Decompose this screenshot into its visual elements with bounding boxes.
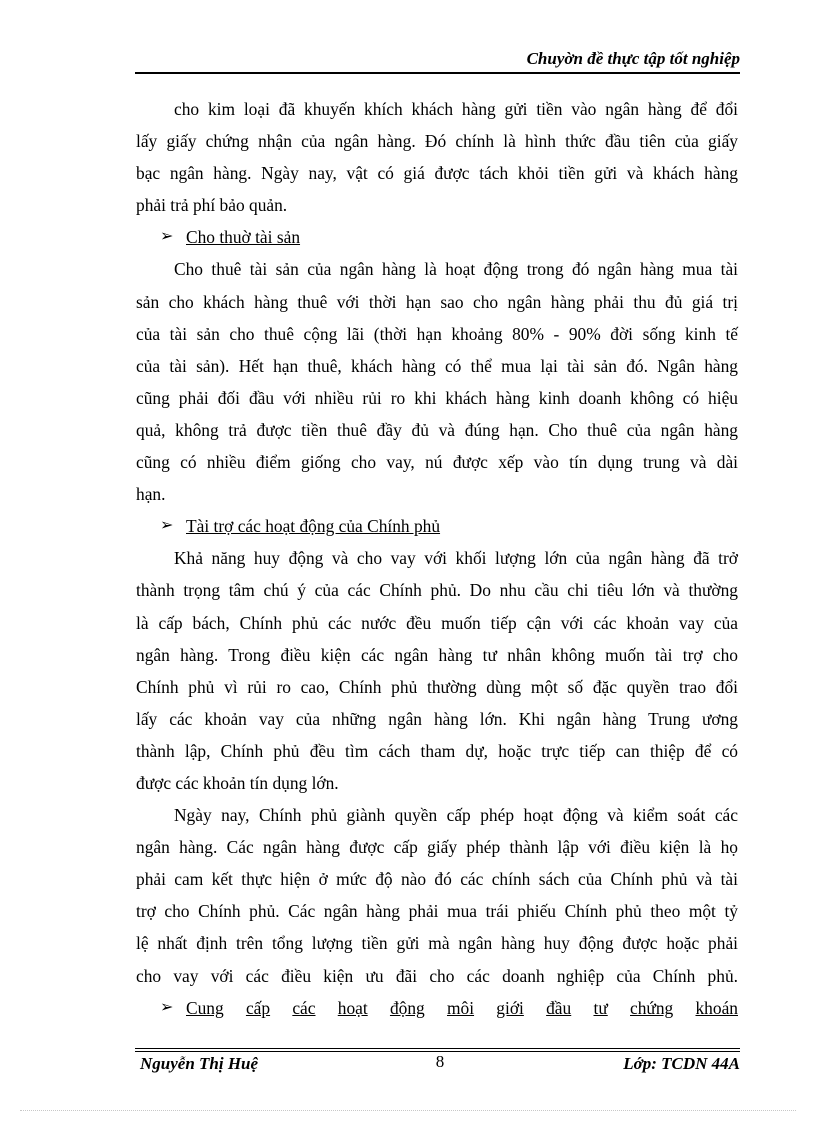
text-line: lệ nhất định trên tổng lượng tiền gửi mà ngân hàng huy động được hoặc phải [136, 933, 738, 954]
footer-class: Lớp: TCDN 44A [623, 1054, 740, 1073]
text-line: được các khoản tín dụng lớn. [136, 772, 339, 793]
heading-word: chứng [630, 997, 674, 1018]
text-line: phải cam kết thực hiện ở mức độ nào đó các chính sách của Chính phủ và tài [136, 869, 738, 890]
page-number: 8 [435, 1052, 445, 1071]
page-edge-divider [20, 1110, 796, 1111]
heading-word: môi [446, 997, 475, 1018]
heading-word: các [292, 997, 316, 1018]
heading-word: hoạt [337, 997, 368, 1018]
text-line: trợ cho Chính phủ. Các ngân hàng phải mua trái phiếu Chính phủ theo một tỷ [136, 901, 738, 922]
text-line: phải trả phí bảo quản. [136, 195, 288, 216]
text-line: lấy các khoản vay của những ngân hàng lớn. Khi ngân hàng Trung ương [136, 708, 738, 729]
section-heading-text: Cho thuờ tài sản [186, 227, 301, 248]
paragraph-1 [136, 93, 738, 221]
text-line: ngân hàng. Các ngân hàng được cấp giấy phép thành lập với điều kiện là họ [136, 837, 738, 858]
text-line: Khả năng huy động và cho vay với khối lượng lớn của ngân hàng đã trở [174, 548, 738, 569]
paragraph-3 [136, 542, 738, 799]
text-line: Chính phủ vì rủi ro cao, Chính phủ thường dùng một số đặc quyền trao đổi [136, 676, 738, 697]
text-line: ngân hàng. Trong điều kiện các ngân hàng tư nhân không muốn tài trợ cho [136, 644, 738, 665]
arrow-bullet-icon: ➢ [160, 998, 174, 1016]
heading-word: động [389, 997, 425, 1018]
text-line: thành trọng tâm chú ý của các Chính phủ. Do nhu cầu chi tiêu lớn và thường [136, 580, 738, 601]
arrow-bullet-icon: ➢ [160, 228, 174, 246]
footer-rule [135, 1048, 740, 1049]
text-line: sản cho khách hàng thuê với thời hạn sao cho ngân hàng phải thu đủ giá trị [136, 291, 738, 312]
text-line: cũng phải đối đầu với nhiều rủi ro khi khách hàng kinh doanh không có hiệu [136, 387, 738, 408]
section-heading-brokerage [136, 992, 738, 1024]
section-heading-government-financing [136, 510, 738, 542]
text-line: Ngày nay, Chính phủ giành quyền cấp phép hoạt động và kiểm soát các [174, 805, 738, 826]
text-line: là cấp bách, Chính phủ các nước đều muốn tiếp cận với các khoản vay của [136, 612, 738, 633]
text-line: bạc ngân hàng. Ngày nay, vật có giá được tách khỏi tiền gửi và khách hàng [136, 163, 738, 184]
arrow-bullet-icon: ➢ [160, 517, 174, 535]
heading-word: giới [496, 997, 524, 1018]
text-line: cũng có nhiều điểm giống cho vay, nú được xếp vào tín dụng trung và dài [136, 452, 738, 473]
section-heading-text: Tài trợ các hoạt động của Chính phủ [186, 516, 441, 537]
heading-word: Cung [186, 997, 224, 1018]
heading-word: khoán [695, 997, 738, 1018]
text-line: hạn. [136, 484, 166, 505]
heading-word: tư [593, 997, 608, 1018]
paragraph-2 [136, 253, 738, 510]
document-body [136, 93, 738, 1024]
text-line: thành lập, Chính phủ đều tìm cách tham dự, hoặc trực tiếp can thiệp để có [136, 740, 738, 761]
paragraph-4 [136, 799, 738, 992]
heading-word: cấp [245, 997, 271, 1018]
footer-author: Nguyễn Thị Huệ [140, 1054, 259, 1073]
section-heading-leasing [136, 221, 738, 253]
page-header-title: Chuyờn đề thực tập tốt nghiệp [526, 49, 740, 68]
text-line: Cho thuê tài sản của ngân hàng là hoạt động trong đó ngân hàng mua tài [174, 259, 738, 280]
text-line: quả, không trả được tiền thuê đầy đủ và đúng hạn. Cho thuê của ngân hàng [136, 419, 738, 440]
text-line: cho vay với các điều kiện ưu đãi cho các doanh nghiệp của Chính phủ. [136, 965, 738, 986]
header-rule [135, 72, 740, 74]
text-line: của tài sản). Hết hạn thuê, khách hàng có thể mua lại tài sản đó. Ngân hàng [136, 355, 738, 376]
text-line: lấy giấy chứng nhận của ngân hàng. Đó chính là hình thức đầu tiên của giấy [136, 131, 738, 152]
text-line: cho kim loại đã khuyến khích khách hàng gửi tiền vào ngân hàng để đổi [174, 99, 738, 119]
heading-word: đầu [546, 997, 572, 1018]
section-heading-text [186, 992, 738, 1024]
text-line: của tài sản cho thuê cộng lãi (thời hạn khoảng 80% - 90% đời sống kinh tế [136, 323, 738, 344]
